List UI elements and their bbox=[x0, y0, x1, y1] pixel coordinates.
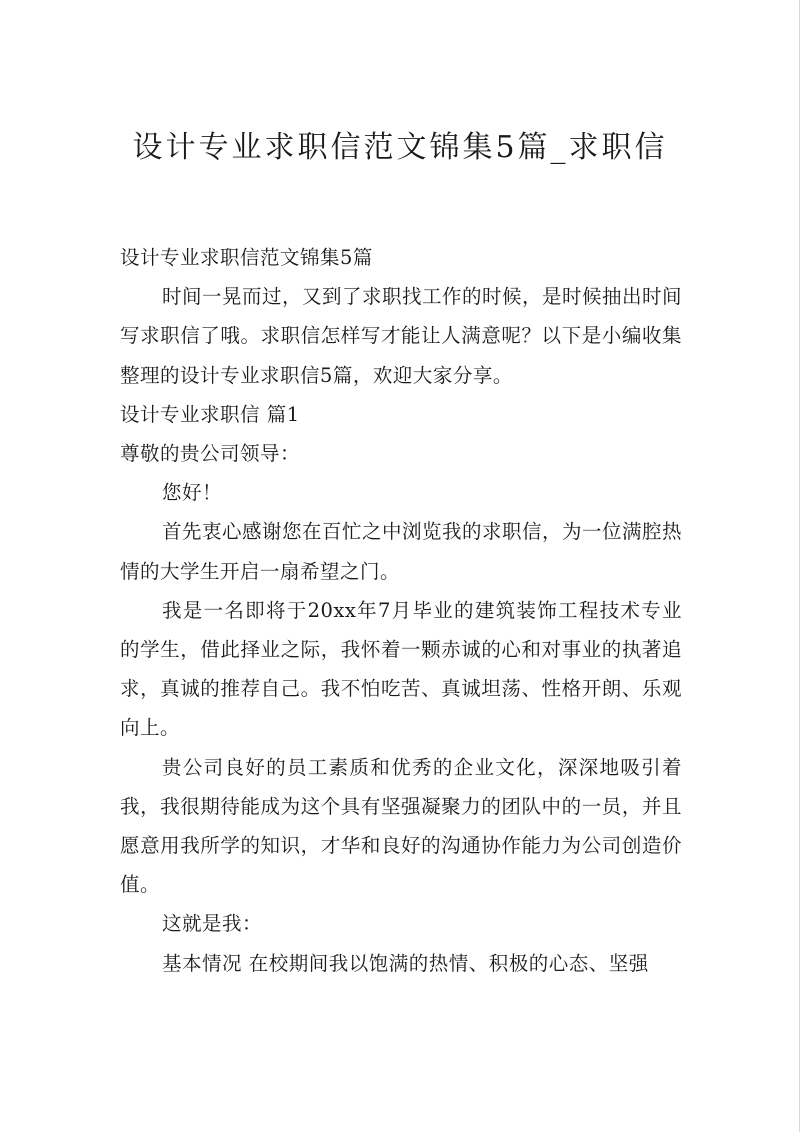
document-title: 设计专业求职信范文锦集5篇_求职信 bbox=[132, 130, 668, 165]
paragraph-self-intro: 我是一名即将于20xx年7月毕业的建筑装饰工程技术专业的学生，借此择业之际，我怀着一颗赤诚的心和对事业的执著追求，真诚的推荐自己。我不怕吃苦、真诚坦荡、性格开朗、乐观向上。 bbox=[120, 598, 682, 740]
document-body bbox=[120, 238, 682, 983]
paragraph-section-heading: 设计专业求职信 篇1 bbox=[120, 402, 300, 426]
paragraph-basic-info: 基本情况 在校期间我以饱满的热情、积极的心态、坚强 bbox=[162, 951, 649, 975]
paragraph-thanks: 首先衷心感谢您在百忙之中浏览我的求职信，为一位满腔热情的大学生开启一扇希望之门。 bbox=[120, 520, 683, 583]
paragraph-subtitle: 设计专业求职信范文锦集5篇 bbox=[120, 246, 373, 269]
paragraph-salutation: 尊敬的贵公司领导： bbox=[120, 442, 301, 466]
paragraph-company: 贵公司良好的员工素质和优秀的企业文化，深深地吸引着我，我很期待能成为这个具有坚强凝聚力的团队中的一员，并且愿意用我所学的知识，才华和良好的沟通协作能力为公司创造价值。 bbox=[120, 755, 682, 897]
paragraph-greeting: 您好！ bbox=[162, 481, 223, 505]
paragraph-intro: 时间一晃而过，又到了求职找工作的时候，是时候抽出时间写求职信了哦。求职信怎样写才能让人满意呢？以下是小编收集整理的设计专业求职信5篇，欢迎大家分享。 bbox=[120, 285, 683, 387]
paragraph-this-is-me: 这就是我： bbox=[162, 912, 263, 936]
